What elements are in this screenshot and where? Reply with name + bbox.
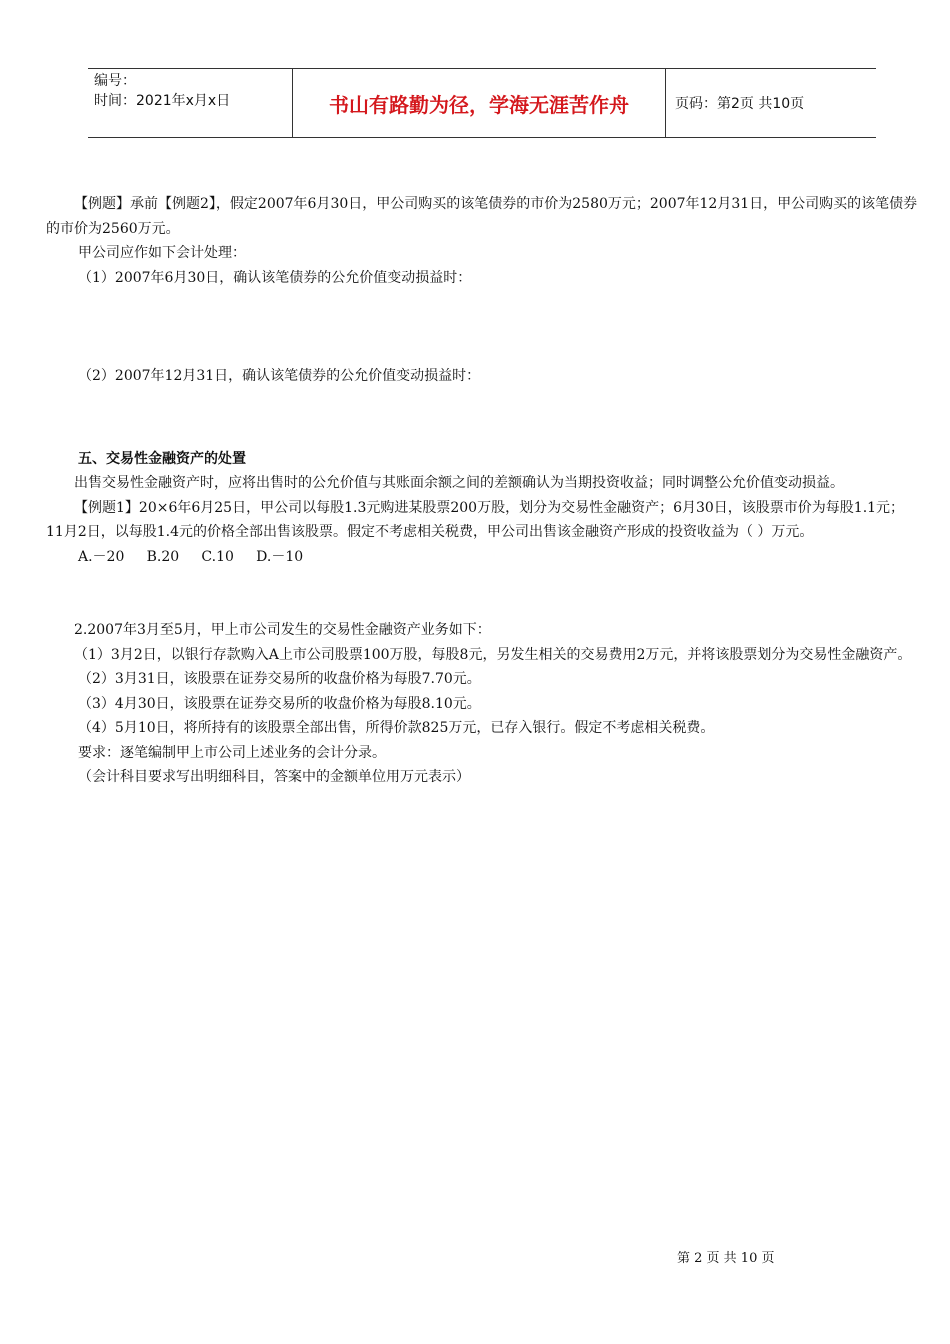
question-item: （1）3月2日，以银行存款购入A上市公司股票100万股，每股8元，另发生相关的交易费用2万元，并将该股票划分为交易性金融资产。 (74, 646, 912, 663)
section-title: 五、交易性金融资产的处置 (78, 450, 246, 467)
answer-space (46, 569, 918, 618)
requirement: 要求：逐笔编制甲上市公司上述业务的会计分录。 (78, 744, 386, 761)
example-question: 【例题1】20×6年6月25日，甲公司以每股1.3元购进某股票200万股，划分为交易性金融资产；6月30日，该股票市价为每股1.1元；11月2日，以每股1.4元的价格全部出售该股票。假定不考虑相关税费，甲公司出售该金融资产形成的投资收益为（ ）万元。 (46, 499, 905, 540)
page-footer: 第 2 页 共 10 页 (677, 1251, 775, 1266)
document-body (46, 192, 918, 790)
answer-options: A.－20 B.20 C.10 D.－10 (78, 548, 304, 565)
header-meta (88, 69, 292, 137)
header-page: 页码：第2页 共10页 (675, 96, 805, 112)
question-item: （3）4月30日，该股票在证券交易所的收盘价格为每股8.10元。 (78, 695, 481, 712)
header-time: 时间：2021年x月x日 (94, 93, 231, 109)
step-2: （2）2007年12月31日，确认该笔债券的公允价值变动损益时： (78, 368, 481, 384)
step-1: （1）2007年6月30日，确认该笔债券的公允价值变动损益时： (78, 269, 472, 286)
question-item: （2）3月31日，该股票在证券交易所的收盘价格为每股7.70元。 (78, 671, 481, 687)
question-intro: 2.2007年3月至5月，甲上市公司发生的交易性金融资产业务如下： (74, 622, 491, 638)
treatment-intro: 甲公司应作如下会计处理： (78, 245, 246, 261)
section-paragraph: 出售交易性金融资产时，应将出售时的公允价值与其账面余额之间的差额确认为当期投资收益；同时调整公允价值变动损益。 (74, 475, 844, 491)
example-intro: 【例题】承前【例题2】，假定2007年6月30日，甲公司购买的该笔债券的市价为2580万元；2007年12月31日，甲公司购买的该笔债券的市价为2560万元。 (46, 196, 918, 237)
page-header (88, 68, 876, 138)
header-motto: 书山有路勤为径，学海无涯苦作舟 (292, 69, 666, 137)
note: （会计科目要求写出明细科目，答案中的金额单位用万元表示） (78, 769, 470, 785)
question-item: （4）5月10日，将所持有的该股票全部出售，所得价款825万元，已存入银行。假定不考虑相关税费。 (78, 720, 715, 736)
answer-space (46, 290, 918, 364)
header-number: 编号： (94, 73, 136, 89)
answer-space (46, 389, 918, 447)
